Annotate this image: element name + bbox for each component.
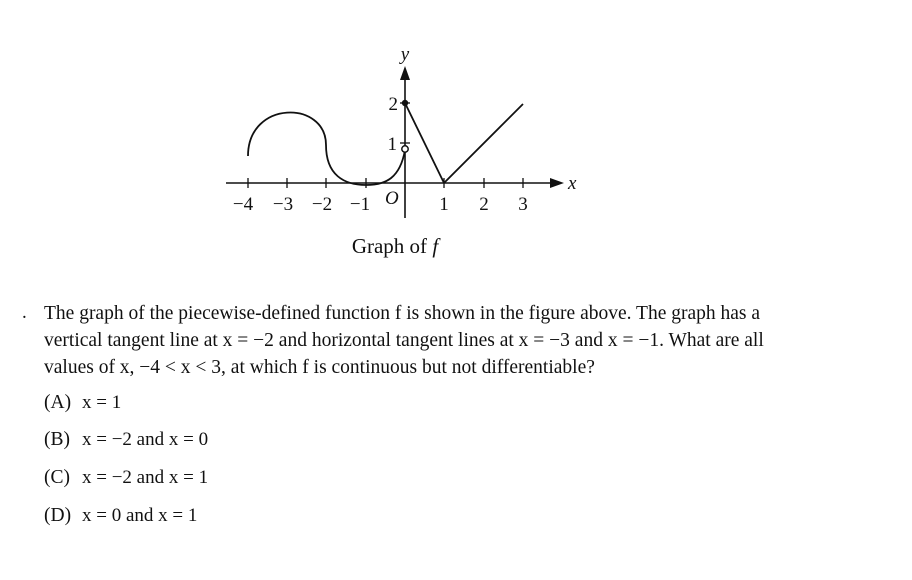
choice-text: x = 1 [82,392,122,413]
question-text [44,300,844,381]
choice-text: x = 0 and x = 1 [82,505,198,526]
x-tick-label: −4 [232,194,254,215]
y-tick-label: 1 [387,134,397,155]
question-line-3: values of x, −4 < x < 3, at which f is continuous but not differentiable? [44,357,595,378]
choice-d[interactable] [44,505,197,527]
x-tick-label: −1 [349,194,371,215]
x-axis-arrow [550,178,564,188]
segment-up [444,104,523,183]
segment-down [405,103,444,183]
x-axis-letter: x [568,173,577,194]
question-line-1: The graph of the piecewise-defined function f is shown in the figure above. The graph has a [44,303,761,324]
x-tick-label: 3 [518,194,528,215]
question-line-2: vertical tangent line at x = −2 and horizontal tangent lines at x = −3 and x = −1. What are all [44,330,764,351]
open-point [402,146,408,152]
choice-letter: (D) [44,505,72,526]
choice-letter: (C) [44,467,70,488]
choice-letter: (A) [44,392,72,413]
figure-caption: Graph of f [351,234,439,258]
y-axis-letter: y [400,44,410,65]
graph-figure [0,0,912,270]
choice-text: x = −2 and x = 1 [82,467,209,488]
choice-c[interactable] [44,467,208,489]
origin-label: O [385,188,399,209]
x-tick-label: −3 [272,194,294,215]
choice-text: x = −2 and x = 0 [82,429,209,450]
y-tick-label: 2 [388,94,398,115]
y-axis-arrow [400,66,410,80]
choice-letter: (B) [44,429,70,450]
x-tick-label: 1 [439,194,449,215]
choice-a[interactable] [44,392,121,414]
x-tick-label: −2 [311,194,333,215]
x-tick-label: 2 [479,194,489,215]
question-marker: . [22,302,27,323]
choice-b[interactable] [44,429,208,451]
curve-bump [248,113,405,185]
